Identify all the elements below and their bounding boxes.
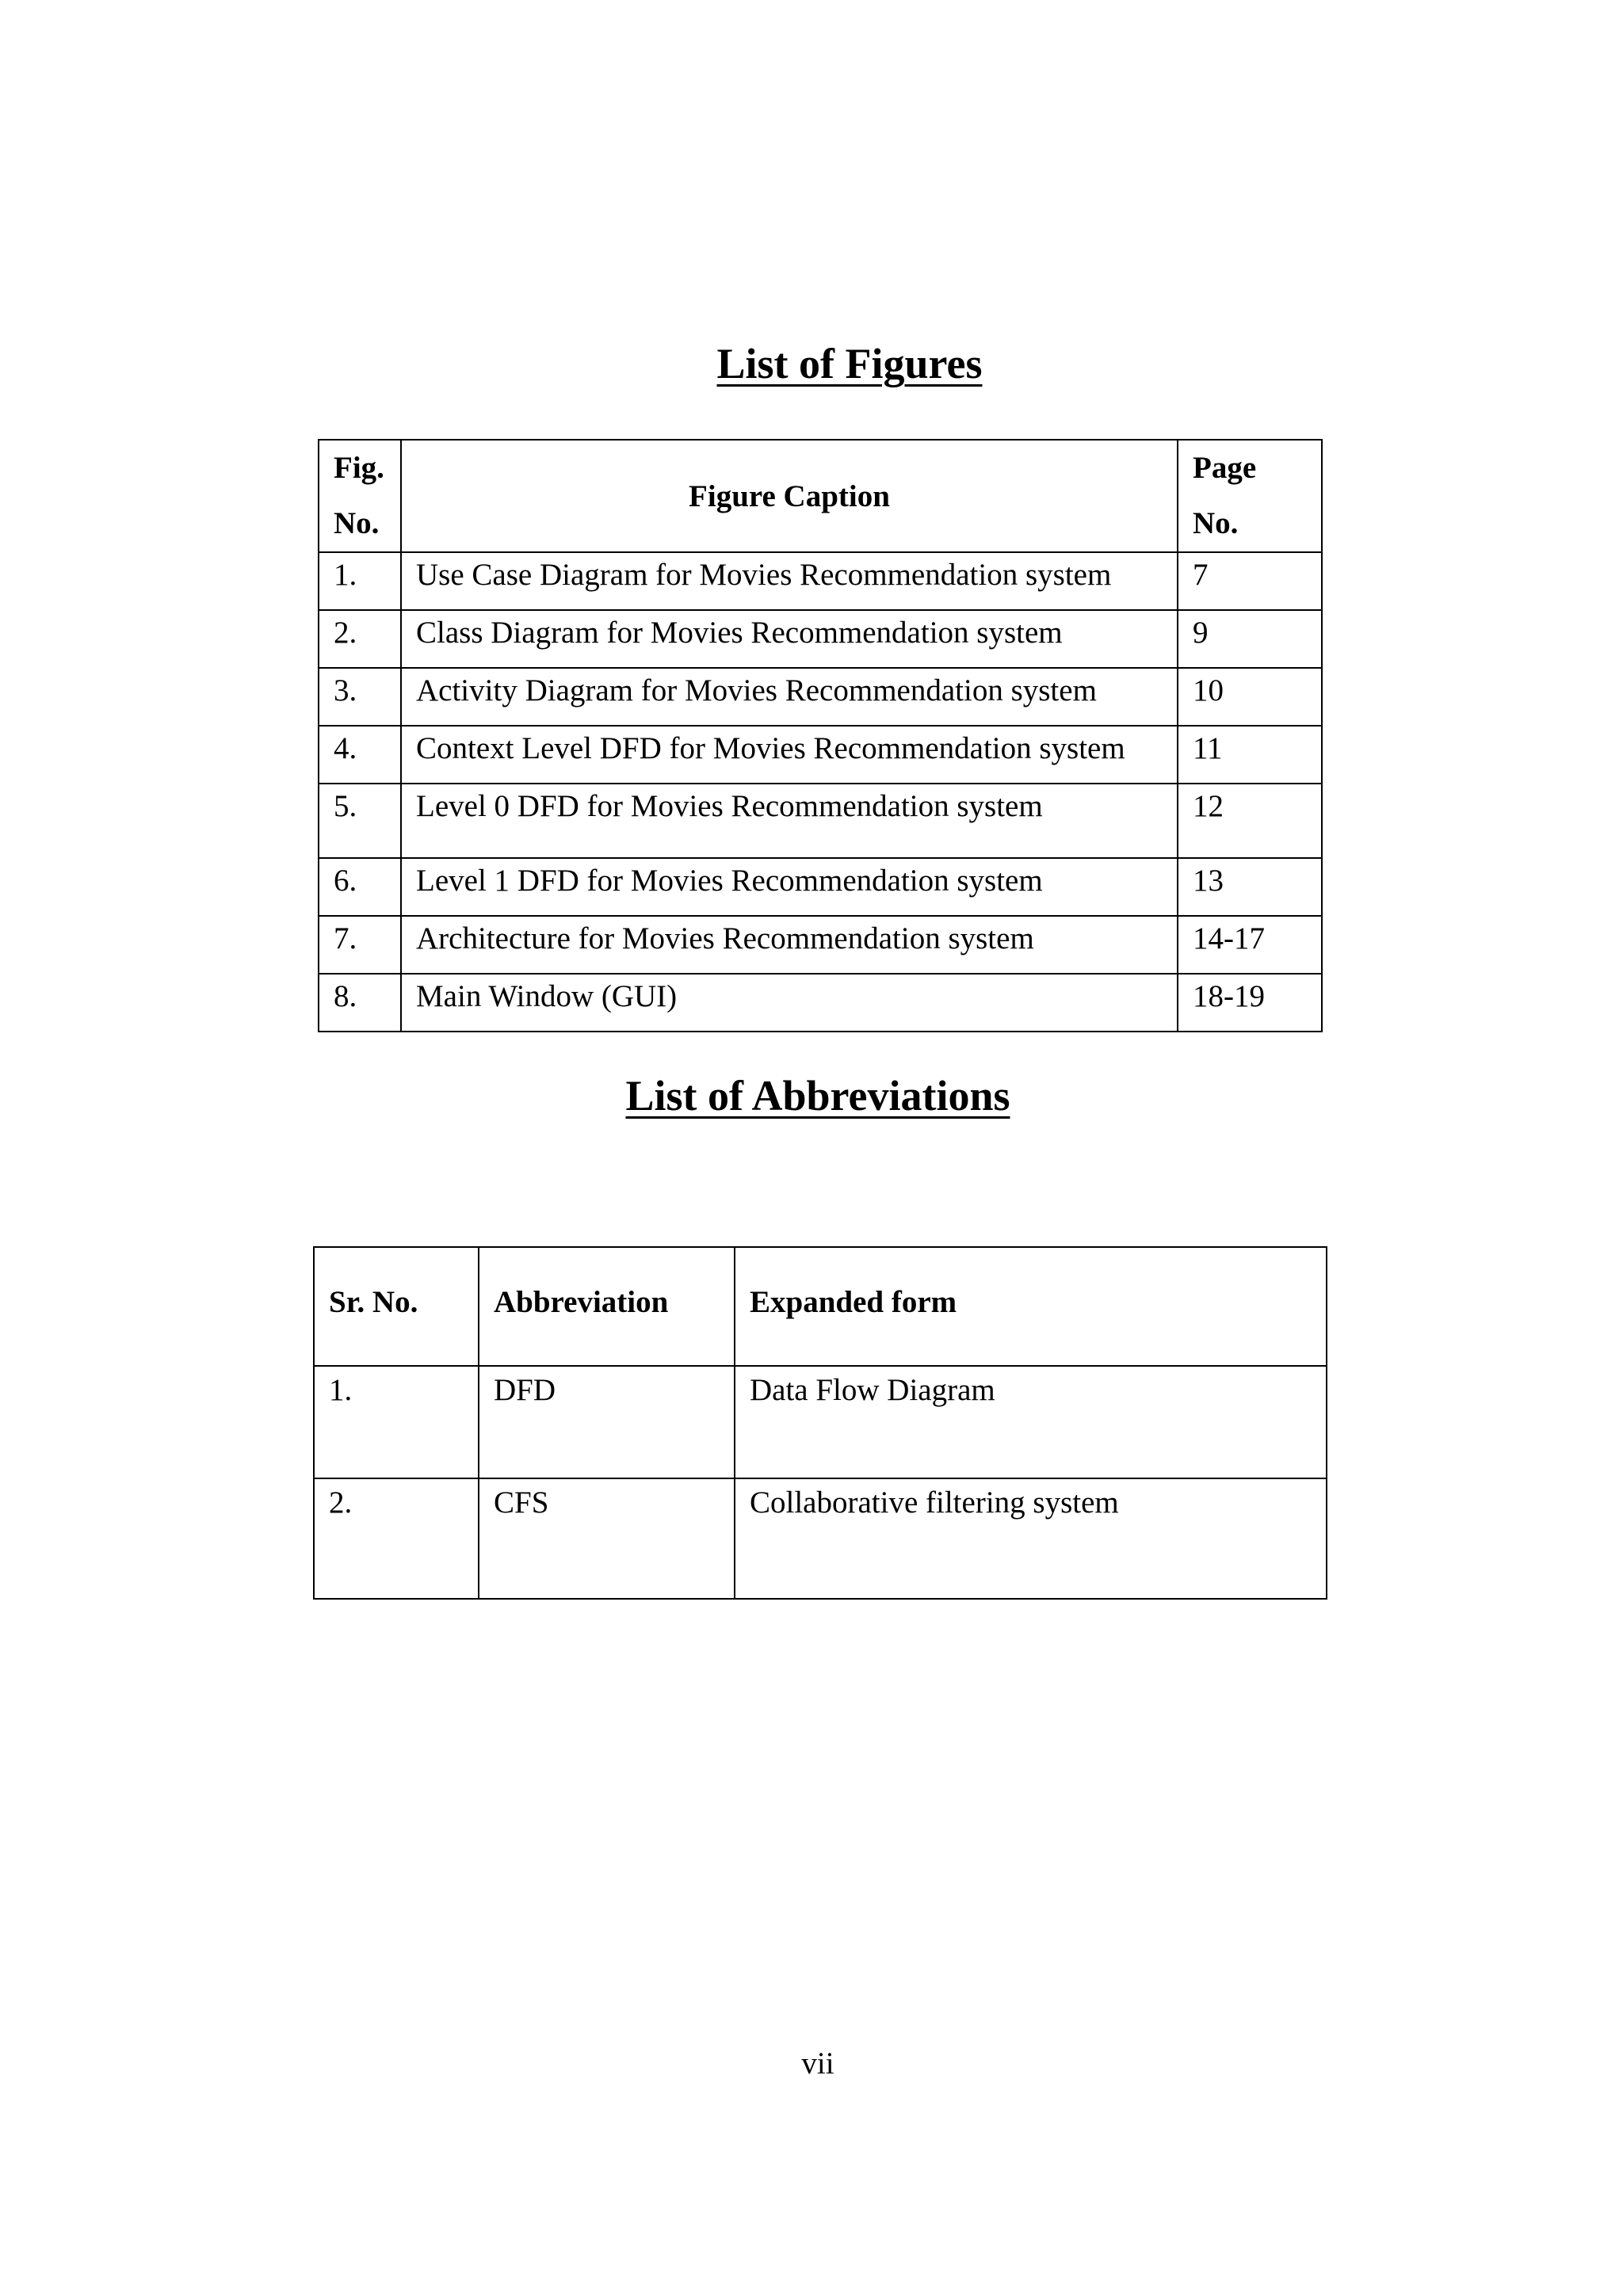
- figure-caption: Main Window (GUI): [401, 974, 1178, 1032]
- abbreviation-short: CFS: [479, 1478, 735, 1599]
- table-row: [319, 610, 1322, 668]
- list-of-figures-heading: List of Figures: [716, 340, 983, 387]
- header-fig-no: [319, 440, 401, 552]
- figure-page: 10: [1178, 668, 1322, 726]
- header-figure-caption: Figure Caption: [401, 440, 1178, 552]
- header-expanded-form: Expanded form: [735, 1247, 1327, 1366]
- figure-number: 1.: [319, 552, 401, 610]
- figure-page: 12: [1178, 784, 1322, 858]
- figure-page: 18-19: [1178, 974, 1322, 1032]
- page-number: vii: [801, 2046, 834, 2081]
- header-page-no-line1: Page: [1193, 451, 1257, 485]
- header-abbreviation: Abbreviation: [479, 1247, 735, 1366]
- figure-number: 2.: [319, 610, 401, 668]
- abbreviations-table: [313, 1246, 1327, 1600]
- table-row: [314, 1366, 1327, 1478]
- table-row: [319, 858, 1322, 916]
- figure-page: 9: [1178, 610, 1322, 668]
- header-page-no: [1178, 440, 1322, 552]
- figure-caption: Use Case Diagram for Movies Recommendation system: [401, 552, 1178, 610]
- figure-caption: Level 0 DFD for Movies Recommendation system: [401, 784, 1178, 858]
- table-row: [314, 1478, 1327, 1599]
- figure-number: 4.: [319, 726, 401, 784]
- table-row: [319, 726, 1322, 784]
- figure-caption: Context Level DFD for Movies Recommendation system: [401, 726, 1178, 784]
- abbreviation-number: 1.: [314, 1366, 479, 1478]
- abbreviation-number: 2.: [314, 1478, 479, 1599]
- table-row: [319, 974, 1322, 1032]
- abbreviations-table-header-row: [314, 1247, 1327, 1366]
- figure-number: 5.: [319, 784, 401, 858]
- figure-number: 7.: [319, 916, 401, 974]
- figure-page: 7: [1178, 552, 1322, 610]
- figure-caption: Class Diagram for Movies Recommendation system: [401, 610, 1178, 668]
- abbreviation-expanded: Collaborative filtering system: [735, 1478, 1327, 1599]
- header-page-no-line2: No.: [1193, 506, 1239, 540]
- figure-number: 8.: [319, 974, 401, 1032]
- table-row: [319, 552, 1322, 610]
- figures-table: [318, 439, 1323, 1032]
- figure-page: 14-17: [1178, 916, 1322, 974]
- figure-number: 6.: [319, 858, 401, 916]
- abbreviation-expanded: Data Flow Diagram: [735, 1366, 1327, 1478]
- figure-page: 13: [1178, 858, 1322, 916]
- figure-caption: Architecture for Movies Recommendation system: [401, 916, 1178, 974]
- figures-table-header-row: [319, 440, 1322, 552]
- figure-caption: Activity Diagram for Movies Recommendation system: [401, 668, 1178, 726]
- figure-page: 11: [1178, 726, 1322, 784]
- figure-number: 3.: [319, 668, 401, 726]
- table-row: [319, 784, 1322, 858]
- abbreviation-short: DFD: [479, 1366, 735, 1478]
- header-fig-no-line1: Fig.: [334, 451, 384, 485]
- list-of-abbreviations-heading: List of Abbreviations: [625, 1072, 1010, 1119]
- figure-caption: Level 1 DFD for Movies Recommendation system: [401, 858, 1178, 916]
- header-fig-no-line2: No.: [334, 506, 380, 540]
- table-row: [319, 916, 1322, 974]
- table-row: [319, 668, 1322, 726]
- header-sr-no: Sr. No.: [314, 1247, 479, 1366]
